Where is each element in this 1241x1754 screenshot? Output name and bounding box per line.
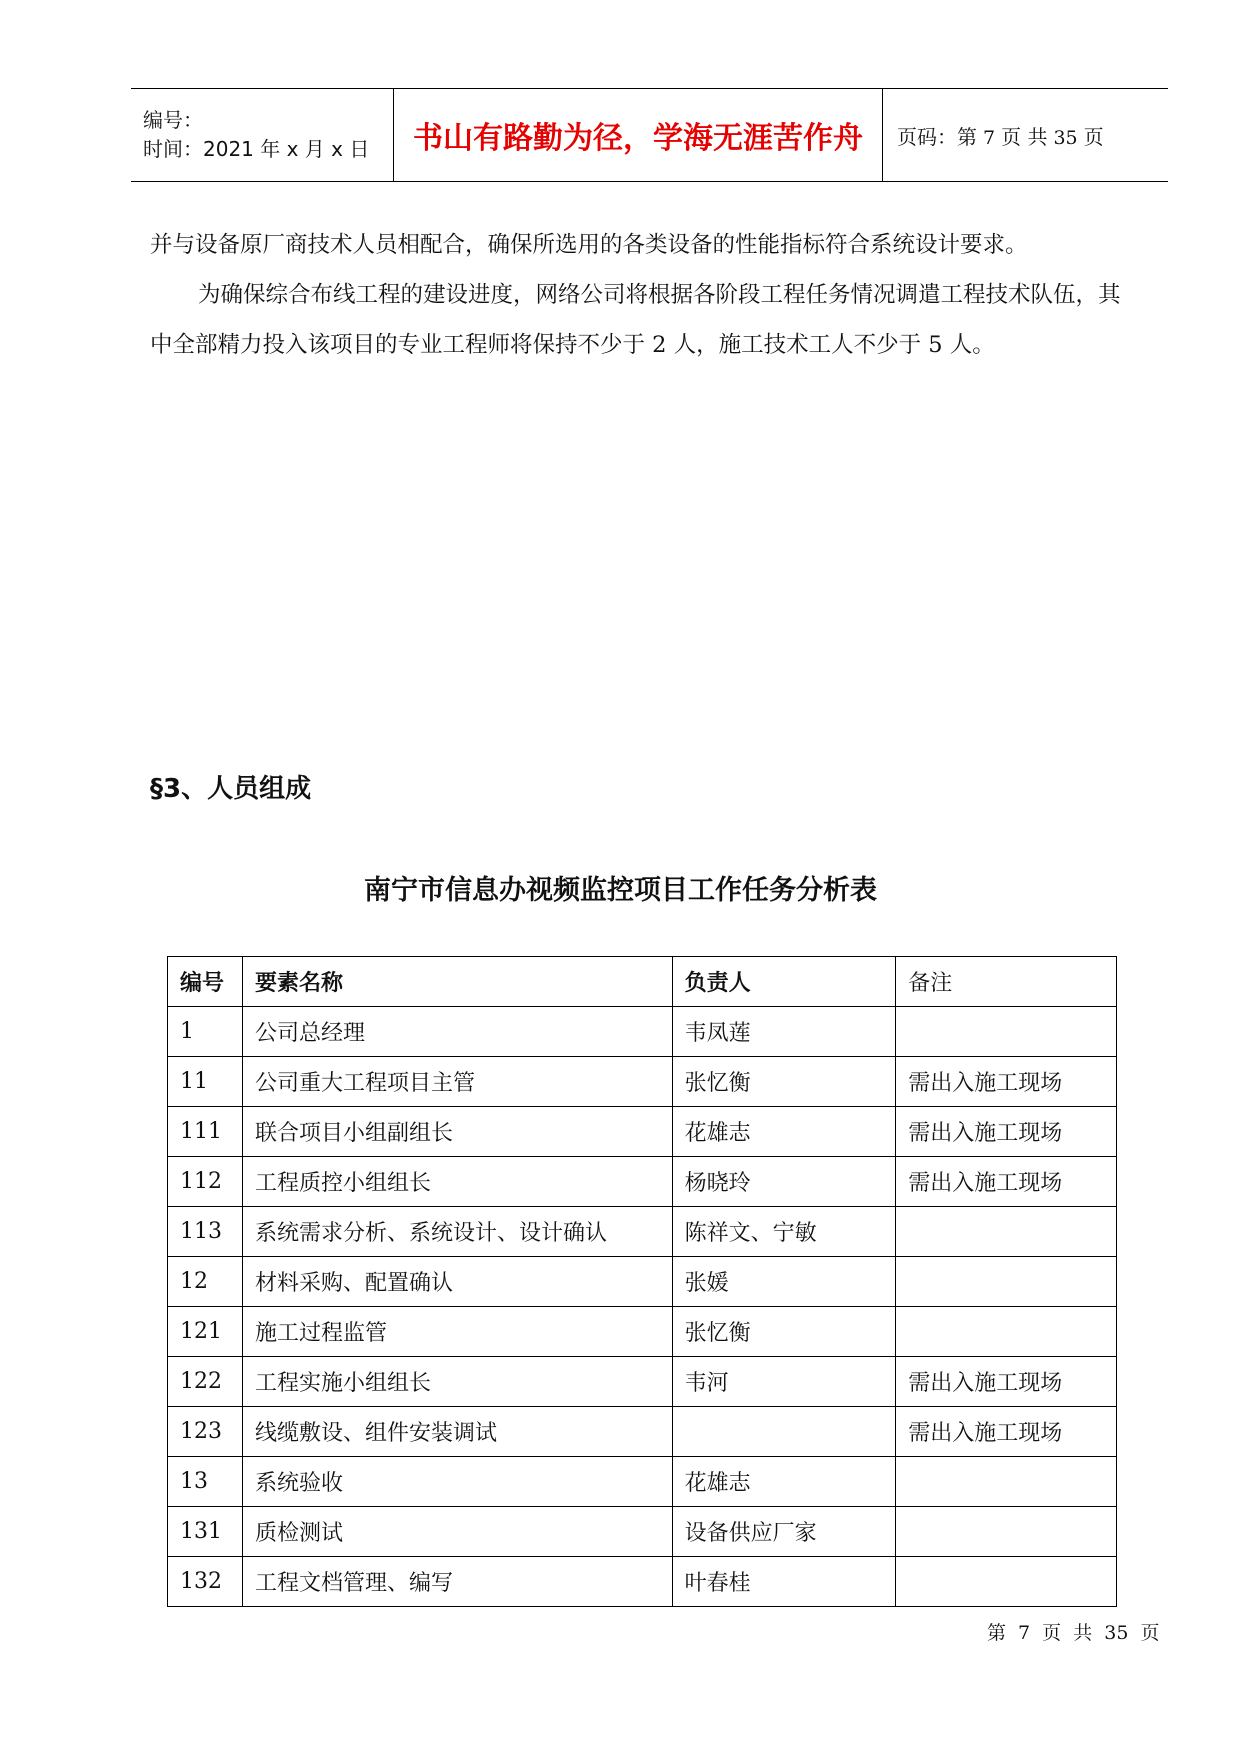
- cell-owner: 花雄志: [672, 1457, 896, 1507]
- cell-owner: 叶春桂: [672, 1557, 896, 1607]
- table-title: 南宁市信息办视频监控项目工作任务分析表: [364, 875, 877, 906]
- table-row: [168, 1457, 1117, 1507]
- page-suffix: 页: [1083, 124, 1104, 149]
- cell-owner: 韦河: [672, 1357, 896, 1407]
- cell-owner: 花雄志: [672, 1107, 896, 1157]
- cell-name: 工程文档管理、编写: [242, 1557, 672, 1607]
- document-time-label: 时间：2021 年 x 月 x 日: [143, 137, 370, 161]
- table-row: [168, 1057, 1117, 1107]
- cell-number: 112: [168, 1157, 243, 1207]
- table-row: [168, 1557, 1117, 1607]
- cell-name: 工程质控小组组长: [242, 1157, 672, 1207]
- cell-owner: 张忆衡: [672, 1057, 896, 1107]
- cell-owner: 杨晓玲: [672, 1157, 896, 1207]
- header-cell-name: 要素名称: [242, 957, 672, 1007]
- cell-number: 121: [168, 1307, 243, 1357]
- table-row: [168, 1157, 1117, 1207]
- page-total: 35: [1053, 126, 1078, 149]
- page-mid: 页 共: [1001, 124, 1048, 149]
- cell-number: 13: [168, 1457, 243, 1507]
- page-prefix: 页码：第: [897, 124, 977, 149]
- section-heading: §3、人员组成: [150, 774, 312, 804]
- cell-name: 公司重大工程项目主管: [242, 1057, 672, 1107]
- header-cell-owner: 负责人: [672, 957, 896, 1007]
- cell-name: 材料采购、配置确认: [242, 1257, 672, 1307]
- cell-remark: [896, 1207, 1117, 1257]
- body-text: [150, 220, 1140, 370]
- cell-remark: [896, 1307, 1117, 1357]
- cell-number: 12: [168, 1257, 243, 1307]
- cell-name: 系统需求分析、系统设计、设计确认: [242, 1207, 672, 1257]
- header-meta: [131, 89, 393, 181]
- table-row: [168, 1357, 1117, 1407]
- cell-name: 施工过程监管: [242, 1307, 672, 1357]
- document-number-label: 编号：: [143, 108, 203, 132]
- cell-number: 132: [168, 1557, 243, 1607]
- page-current: 7: [983, 126, 996, 149]
- cell-remark: [896, 1257, 1117, 1307]
- cell-remark: [896, 1007, 1117, 1057]
- table-row: [168, 1507, 1117, 1557]
- cell-owner: [672, 1407, 896, 1457]
- cell-name: 公司总经理: [242, 1007, 672, 1057]
- cell-name: 线缆敷设、组件安装调试: [242, 1407, 672, 1457]
- paragraph-2: 为确保综合布线工程的建设进度，网络公司将根据各阶段工程任务情况调遣工程技术队伍，其中全部精力投入该项目的专业工程师将保持不少于 2 人，施工技术工人不少于 5 人。: [150, 282, 1121, 358]
- cell-remark: 需出入施工现场: [896, 1407, 1117, 1457]
- cell-number: 1: [168, 1007, 243, 1057]
- cell-owner: 张媛: [672, 1257, 896, 1307]
- cell-number: 123: [168, 1407, 243, 1457]
- cell-owner: 设备供应厂家: [672, 1507, 896, 1557]
- cell-remark: [896, 1507, 1117, 1557]
- header-motto: 书山有路勤为径，学海无涯苦作舟: [393, 89, 883, 181]
- cell-number: 122: [168, 1357, 243, 1407]
- table-row: [168, 1307, 1117, 1357]
- task-table: [167, 956, 1117, 1607]
- page-footer: 第 7 页 共 35 页: [987, 1622, 1160, 1644]
- cell-owner: 韦凤莲: [672, 1007, 896, 1057]
- header-cell-remark: 备注: [896, 957, 1117, 1007]
- cell-owner: 张忆衡: [672, 1307, 896, 1357]
- table-row: [168, 1007, 1117, 1057]
- page-header: [131, 88, 1168, 182]
- cell-remark: [896, 1457, 1117, 1507]
- table-row: [168, 1207, 1117, 1257]
- table-header-row: [168, 957, 1117, 1007]
- cell-number: 131: [168, 1507, 243, 1557]
- cell-name: 联合项目小组副组长: [242, 1107, 672, 1157]
- page-counter: [897, 121, 1168, 150]
- header-cell-number: 编号: [168, 957, 243, 1007]
- paragraph-1: 并与设备原厂商技术人员相配合，确保所选用的各类设备的性能指标符合系统设计要求。: [150, 232, 1028, 258]
- cell-name: 质检测试: [242, 1507, 672, 1557]
- cell-name: 工程实施小组组长: [242, 1357, 672, 1407]
- cell-remark: [896, 1557, 1117, 1607]
- cell-owner: 陈祥文、宁敏: [672, 1207, 896, 1257]
- cell-remark: 需出入施工现场: [896, 1107, 1117, 1157]
- cell-remark: 需出入施工现场: [896, 1157, 1117, 1207]
- cell-name: 系统验收: [242, 1457, 672, 1507]
- cell-number: 11: [168, 1057, 243, 1107]
- cell-remark: 需出入施工现场: [896, 1357, 1117, 1407]
- header-page-info: [883, 89, 1168, 181]
- table-row: [168, 1107, 1117, 1157]
- table-row: [168, 1257, 1117, 1307]
- cell-number: 111: [168, 1107, 243, 1157]
- table-row: [168, 1407, 1117, 1457]
- cell-number: 113: [168, 1207, 243, 1257]
- cell-remark: 需出入施工现场: [896, 1057, 1117, 1107]
